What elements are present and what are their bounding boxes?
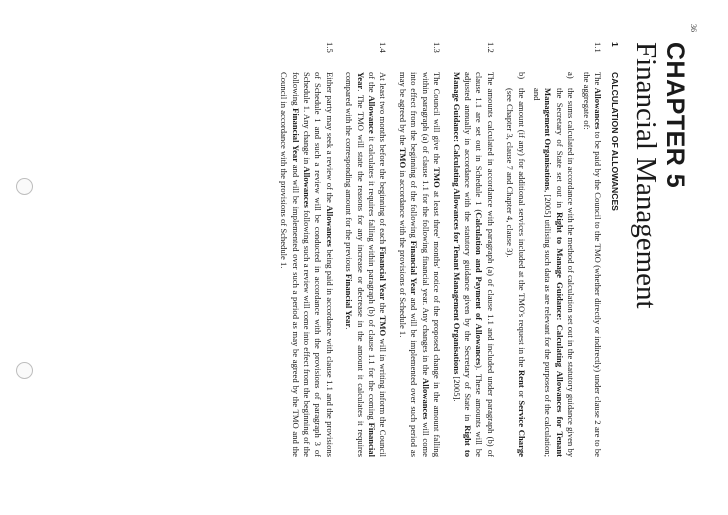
bold-term: Allowances xyxy=(420,377,431,420)
text-run: the xyxy=(378,300,389,316)
clause-number: 1.1 xyxy=(593,42,603,53)
text-run: The Council will give the xyxy=(432,72,443,168)
punch-hole xyxy=(16,178,33,195)
bold-term: TMO xyxy=(378,315,389,337)
bold-term: TMO xyxy=(397,147,408,169)
text-run: the sums calculated in accordance with the method of calculation set out in the statutory guidance given by the Secretary of State set out in xyxy=(554,88,577,457)
clause-1-1 xyxy=(504,42,603,457)
page-number: 36 xyxy=(689,24,698,32)
subclause-text xyxy=(504,88,527,457)
bold-term: Right to Manage Guidance: Calculating Allowances for Tenant Management Organisations xyxy=(451,72,473,458)
bold-term: Financial Year xyxy=(344,273,355,328)
text-run: . xyxy=(344,327,355,330)
bold-term: Rent xyxy=(516,370,527,388)
bold-term: TMO xyxy=(432,167,443,188)
text-run: . The TMO will state the reasons for any increase or decrease in the amount it calculates it requires compared with the corresponding amount for the previous xyxy=(344,72,366,457)
text-run: , [2005] utilising such data as are relevant for the purposes of the calculation; and xyxy=(531,88,554,457)
bold-term: Financial Year xyxy=(355,72,378,457)
bold-term: Allowance xyxy=(367,95,378,134)
text-run: ). These amounts will be adjusted annually in accordance with the statutory guidance given by the Secretary of State in xyxy=(462,72,485,457)
chapter-heading: CHAPTER 5 xyxy=(661,42,689,189)
text-run: (see Chapter 3, clause 7 and Chapter 4, clause 3). xyxy=(505,88,516,258)
subclause-text xyxy=(531,88,577,457)
text-run: following such a review will come into effect from the beginning of the following xyxy=(290,72,313,457)
bold-term: Allowances xyxy=(324,205,335,247)
clause-number: 1.4 xyxy=(378,42,389,53)
text-run: or xyxy=(516,387,527,401)
subclause-a xyxy=(531,72,577,457)
subclause-b xyxy=(504,72,527,457)
subclause-label: a) xyxy=(566,72,577,79)
clause-text xyxy=(504,72,603,457)
clause-1-3 xyxy=(397,42,443,457)
subclause-label: b) xyxy=(516,72,527,80)
text-run: will come into effect from the beginning of the following xyxy=(409,72,431,457)
clause-text xyxy=(278,72,335,457)
text-run: and will be implemented over such period as may be agreed by the xyxy=(397,72,420,458)
section-heading xyxy=(610,42,620,457)
text-run: At least two months before the beginning of each xyxy=(378,72,389,247)
text-run: The xyxy=(593,72,603,88)
clause-text xyxy=(397,72,443,457)
text-run: Either party may seek a review of the xyxy=(324,72,335,206)
text-run: at least three' months' notice of the proposed change in the amount falling within paragraph (a) of clause 1.1 for the following financial year. Any changes in the xyxy=(420,72,443,457)
bold-term: Financial Year xyxy=(409,240,420,295)
text-run: and will be implemented over such a period as may be agreed by the TMO and the Council in accordance with the provisions of Schedule 1. xyxy=(279,72,301,457)
text-run: the amount (if any) for additional services included at the TMO's request in the xyxy=(516,88,527,371)
bold-term: Allowances xyxy=(593,87,603,130)
text-run: [2005]. xyxy=(451,374,462,402)
clause-1-4 xyxy=(343,42,389,457)
text-run: being paid in accordance with clause 1.1 and the provisions of Schedule 1 and such a review will be conducted in accordance with the provisions of paragraph 3 of Schedule 1. Any change in xyxy=(302,72,335,458)
chapter-title: Financial Management xyxy=(630,42,662,309)
punch-hole xyxy=(16,362,33,379)
bold-term: Financial Year xyxy=(378,246,389,301)
clause-number: 1.5 xyxy=(324,42,335,53)
bold-term: Service Charge xyxy=(516,400,527,458)
clause-number: 1.3 xyxy=(432,42,443,53)
text-run: in accordance with the provisions of Schedule 1. xyxy=(397,168,408,338)
text-run: to be paid by the Council to the TMO (whether directly or indirectly) under clause 2 are to be the aggregate of: xyxy=(581,72,603,457)
bold-term: Allowances xyxy=(302,166,313,208)
text-run: it calculates it requires falling within paragraph (b) of clause 1.1 for the coming xyxy=(367,133,378,423)
bold-term: Calculation and Payment of Allowances xyxy=(474,212,485,366)
section-number: 1 xyxy=(610,42,620,47)
clause-text xyxy=(450,72,496,457)
clause-number: 1.2 xyxy=(485,42,496,53)
clause-1-2 xyxy=(450,42,496,457)
bold-term: Financial Year xyxy=(290,108,301,163)
text-run: will in writing inform the Council of the xyxy=(367,72,389,458)
clause-1-5 xyxy=(278,42,335,457)
section-title: CALCULATION OF ALLOWANCES xyxy=(610,72,620,211)
clause-text xyxy=(343,72,389,457)
bold-term: Right to Manage Guidance: Calculating Allowances for Tenant Management Organisations xyxy=(543,88,565,457)
text-run: The amounts calculated in accordance with paragraph (a) of clause 1.1 and included under paragraph (b) of clause 1.1 are set out in Schedule 1 ( xyxy=(474,72,496,457)
